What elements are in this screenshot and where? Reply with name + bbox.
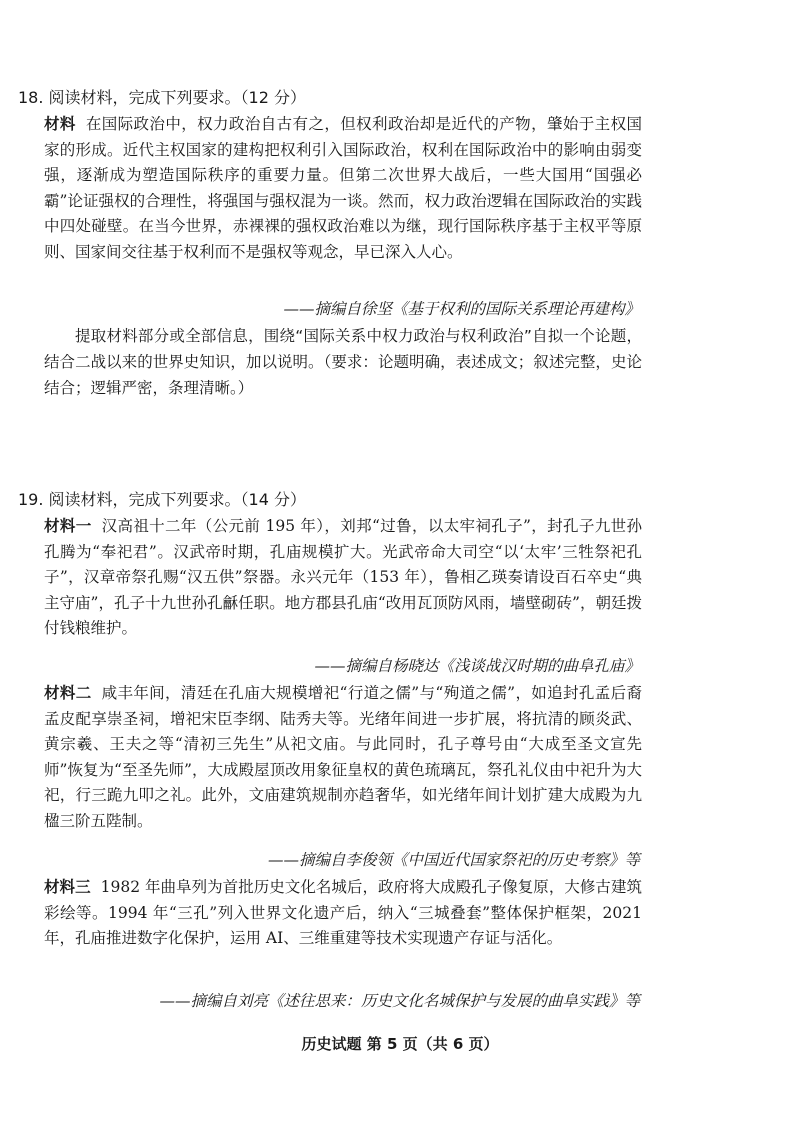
question-19-material-3 bbox=[44, 875, 642, 952]
material-3-label: 材料三 bbox=[44, 878, 91, 896]
question-19-material-1 bbox=[44, 514, 642, 642]
material-1-text: 汉高祖十二年（公元前 195 年），刘邦“过鲁，以太牢祠孔子”，封孔子九世孙孔腾为“奉祀君”。汉武帝时期，孔庙规模扩大。光武帝命大司空“以‘太牢’三牲祭祀孔子”，汉章帝祭孔赐“汉五供”祭器。永兴元年（153 年），鲁相乙瑛奏请设百石卒史“典主守庙”，孔子十九世孙孔龢任职。地方郡县孔庙“改用瓦顶防风雨，墙壁砌砖”，朝廷拨付钱粮维护。 bbox=[44, 517, 642, 638]
question-18-source: ——摘编自徐坚《基于权利的国际关系理论再建构》 bbox=[283, 300, 640, 318]
material-2-label: 材料二 bbox=[44, 684, 92, 702]
question-19-heading: 19. 阅读材料，完成下列要求。（14 分） bbox=[18, 490, 306, 509]
question-18-task: 提取材料部分或全部信息，围绕“国际关系中权力政治与权利政治”自拟一个论题，结合二战以来的世界史知识，加以说明。（要求：论题明确，表述成文；叙述完整，史论结合；逻辑严密，条理清晰。） bbox=[44, 327, 642, 397]
question-18-heading: 18. 阅读材料，完成下列要求。（12 分） bbox=[18, 88, 306, 107]
question-19-source-1: ——摘编自杨晓达《浅谈战汉时期的曲阜孔庙》 bbox=[314, 657, 640, 675]
page-footer: 历史试题 第 5 页（共 6 页） bbox=[301, 1035, 499, 1053]
material-3-text: 1982 年曲阜列为首批历史文化名城后，政府将大成殿孔子像复原，大修古建筑彩绘等。1994 年“三孔”列入世界文化遗产后，纳入“三城叠套”整体保护框架，2021 年，孔庙推进数字化保护，运用 AI、三维重建等技术实现遗产存证与活化。 bbox=[44, 878, 642, 948]
question-18-material bbox=[44, 112, 642, 266]
material-text: 在国际政治中，权力政治自古有之，但权利政治却是近代的产物，肇始于主权国家的形成。近代主权国家的建构把权利引入国际政治，权利在国际政治中的影响由弱变强，逐渐成为塑造国际秩序的重要力量。但第二次世界大战后，一些大国用“国强必霸”论证强权的合理性，将强国与强权混为一谈。然而，权力政治逻辑在国际政治的实践中四处碰壁。在当今世界，赤裸裸的强权政治难以为继，现行国际秩序基于主权平等原则、国家间交往基于权利而不是强权等观念，早已深入人心。 bbox=[44, 115, 642, 261]
question-19-material-2 bbox=[44, 681, 642, 835]
material-2-text: 咸丰年间，清廷在孔庙大规模增祀“行道之儒”与“殉道之儒”，如追封孔孟后裔孟皮配享崇圣祠，增祀宋臣李纲、陆秀夫等。光绪年间进一步扩展，将抗清的顾炎武、黄宗羲、王夫之等“清初三先生”从祀文庙。与此同时，孔子尊号由“大成至圣文宣先师”恢复为“至圣先师”，大成殿屋顶改用象征皇权的黄色琉璃瓦，祭孔礼仪由中祀升为大祀，行三跪九叩之礼。此外，文庙建筑规制亦趋奢华，如光绪年间计划扩建大成殿为九楹三阶五陛制。 bbox=[44, 684, 642, 830]
material-1-label: 材料一 bbox=[44, 517, 92, 535]
material-label: 材料 bbox=[44, 115, 76, 133]
question-19-source-3: ——摘编自刘亮《述往思来：历史文化名城保护与发展的曲阜实践》等 bbox=[159, 992, 640, 1010]
question-19-source-2: ——摘编自李俊领《中国近代国家祭祀的历史考察》等 bbox=[267, 851, 640, 869]
